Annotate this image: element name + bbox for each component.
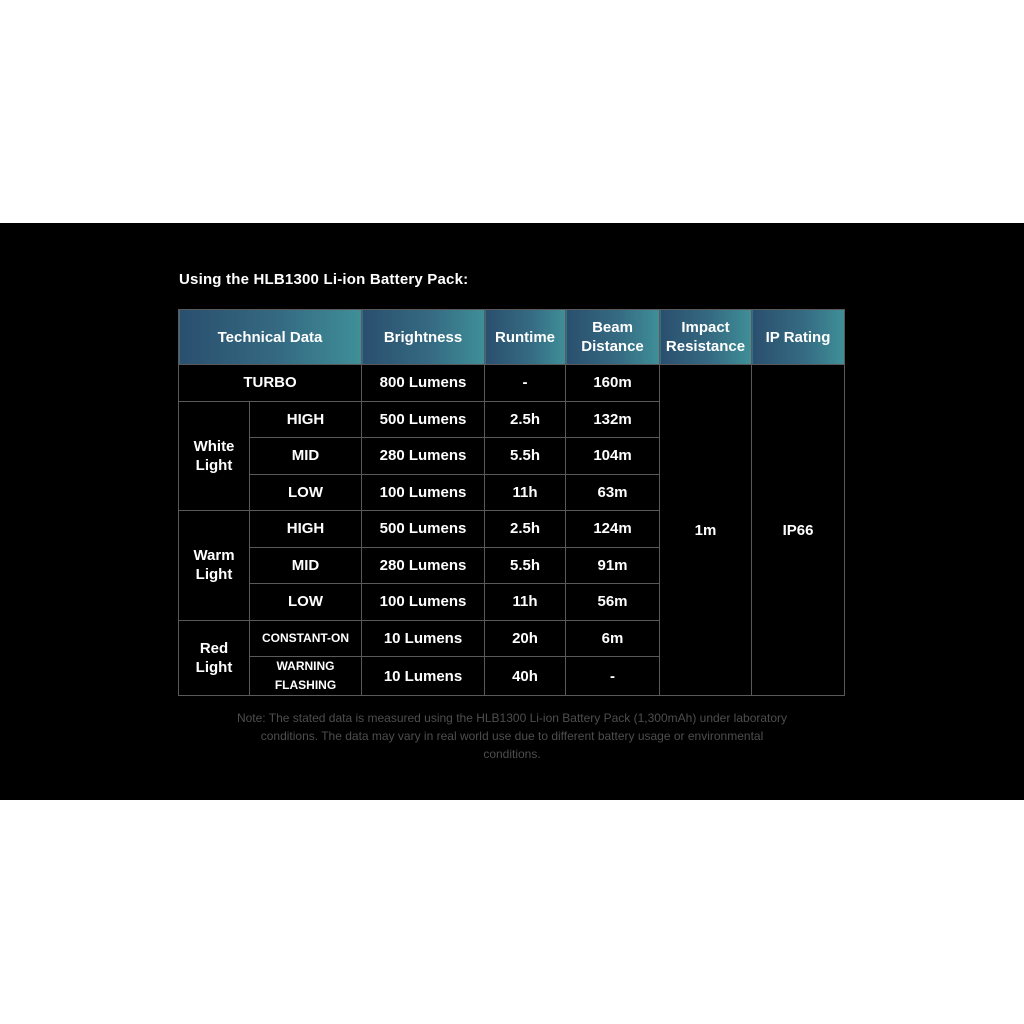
- header-impact-resistance: [660, 310, 752, 365]
- footnote-line-2: conditions. The data may vary in real world use due to different battery usage or environmental: [260, 729, 764, 743]
- runtime-cell: 5.5h: [485, 438, 566, 475]
- footnote: [180, 709, 844, 763]
- header-row: [179, 310, 845, 365]
- header-beam-line-1: Beam: [592, 319, 633, 336]
- page-title: Using the HLB1300 Li-ion Battery Pack:: [179, 271, 469, 288]
- beam-cell: 124m: [566, 511, 660, 548]
- runtime-cell: 5.5h: [485, 547, 566, 584]
- ip-rating-cell: IP66: [752, 365, 845, 696]
- mode-cell: CONSTANT-ON: [250, 620, 362, 657]
- group-label-line-2: Light: [195, 566, 233, 584]
- runtime-cell: 2.5h: [485, 511, 566, 548]
- header-technical-data: Technical Data: [179, 310, 362, 365]
- brightness-cell: 10 Lumens: [362, 657, 485, 696]
- beam-cell: 63m: [566, 474, 660, 511]
- runtime-cell: 2.5h: [485, 401, 566, 438]
- header-brightness: Brightness: [362, 310, 485, 365]
- group-label-line-1: Red: [199, 639, 229, 657]
- beam-cell: 104m: [566, 438, 660, 475]
- mode-cell: HIGH: [250, 401, 362, 438]
- group-label-line-1: Warm: [193, 547, 235, 565]
- brightness-cell: 500 Lumens: [362, 511, 485, 548]
- mode-cell: [250, 657, 362, 696]
- header-beam-line-2: Distance: [581, 338, 644, 355]
- spec-table: [178, 309, 845, 696]
- beam-cell: 56m: [566, 584, 660, 621]
- mode-line-2: FLASHING: [274, 678, 337, 692]
- mode-cell: TURBO: [179, 365, 362, 402]
- header-runtime: Runtime: [485, 310, 566, 365]
- header-impact-line-1: Impact: [681, 319, 730, 336]
- beam-cell: 160m: [566, 365, 660, 402]
- brightness-cell: 280 Lumens: [362, 547, 485, 584]
- header-impact-line-2: Resistance: [665, 338, 746, 355]
- mode-cell: MID: [250, 438, 362, 475]
- runtime-cell: 40h: [485, 657, 566, 696]
- beam-cell: 6m: [566, 620, 660, 657]
- header-ip-rating: IP Rating: [752, 310, 845, 365]
- group-white-light: [179, 401, 250, 511]
- group-label-line-2: Light: [195, 658, 233, 676]
- group-red-light: [179, 620, 250, 696]
- impact-resistance-cell: 1m: [660, 365, 752, 696]
- brightness-cell: 100 Lumens: [362, 474, 485, 511]
- beam-cell: -: [566, 657, 660, 696]
- header-beam-distance: [566, 310, 660, 365]
- brightness-cell: 10 Lumens: [362, 620, 485, 657]
- footnote-line-3: conditions.: [483, 747, 541, 761]
- brightness-cell: 800 Lumens: [362, 365, 485, 402]
- runtime-cell: 20h: [485, 620, 566, 657]
- footnote-line-1: Note: The stated data is measured using the HLB1300 Li-ion Battery Pack (1,300mAh) under laboratory: [236, 711, 788, 725]
- beam-cell: 91m: [566, 547, 660, 584]
- group-label-line-2: Light: [195, 456, 233, 474]
- mode-cell: LOW: [250, 474, 362, 511]
- group-warm-light: [179, 511, 250, 621]
- mode-cell: LOW: [250, 584, 362, 621]
- brightness-cell: 100 Lumens: [362, 584, 485, 621]
- runtime-cell: 11h: [485, 584, 566, 621]
- beam-cell: 132m: [566, 401, 660, 438]
- brightness-cell: 280 Lumens: [362, 438, 485, 475]
- mode-cell: MID: [250, 547, 362, 584]
- runtime-cell: -: [485, 365, 566, 402]
- runtime-cell: 11h: [485, 474, 566, 511]
- group-label-line-1: White: [193, 437, 235, 455]
- brightness-cell: 500 Lumens: [362, 401, 485, 438]
- mode-cell: HIGH: [250, 511, 362, 548]
- table-row: [179, 365, 845, 402]
- mode-line-1: WARNING: [276, 659, 335, 673]
